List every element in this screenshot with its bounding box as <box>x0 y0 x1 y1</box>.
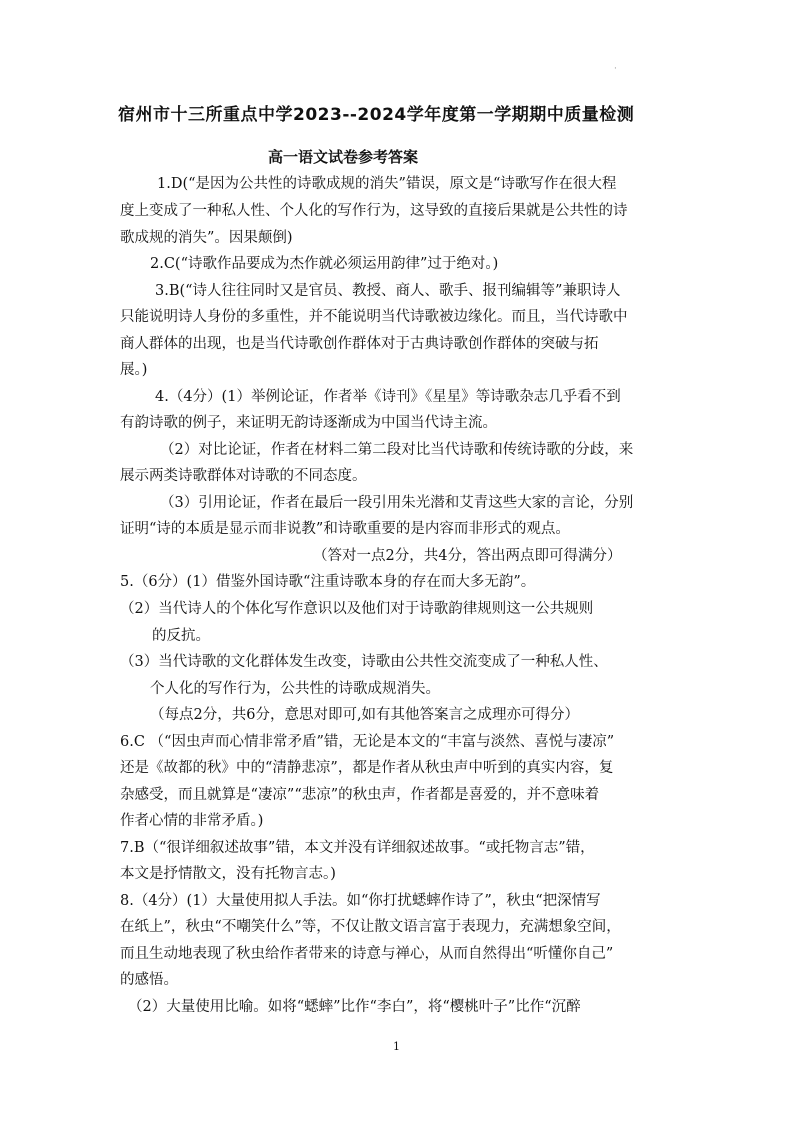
answer-line: 的感悟。 <box>120 972 178 988</box>
answer-line: （答对一点2分，共4分，答出两点即可得满分） <box>313 548 622 564</box>
answer-line: 4.（4分）(1）举例论证，作者举《诗刊》《星星》等诗歌杂志几乎看不到 <box>155 389 621 405</box>
answer-line: 本文是抒情散文，没有托物言志。) <box>120 866 336 882</box>
answer-line: 商人群体的出现，也是当代诗歌创作群体对于古典诗歌创作群体的突破与拓 <box>120 336 599 352</box>
answer-line: 度上变成了一种私人性、个人化的写作行为，这导致的直接后果就是公共性的诗 <box>120 203 628 219</box>
answer-line: 还是《故都的秋》中的“清静悲凉”，都是作者从秋虫声中听到的真实内容，复 <box>120 760 614 776</box>
answer-line: 7.B（“很详细叙述故事”错，本文并没有详细叙述故事。“或托物言志”错， <box>120 840 595 856</box>
page-number: 1 <box>393 1040 400 1053</box>
answer-line: 的反抗。 <box>152 628 210 644</box>
answer-line: 3.B(“诗人往往同时又是官员、教授、商人、歌手、报刊编辑等”兼职诗人 <box>155 283 621 299</box>
answer-line: 证明“诗的本质是显示而非说教”和诗歌重要的是内容而非形式的观点。 <box>120 521 570 537</box>
answer-line: 展示两类诗歌群体对诗歌的不同态度。 <box>120 468 367 484</box>
answer-line: （2）对比论证，作者在材料二第二段对比当代诗歌和传统诗歌的分歧，来 <box>160 442 634 458</box>
answer-line: 杂感受，而且就算是“凄凉”“悲凉”的秋虫声，作者都是喜爱的，并不意味着 <box>120 787 600 803</box>
answer-line: 1.D(“是因为公共性的诗歌成规的消失”错误，原文是“诗歌写作在很大程 <box>157 176 617 192</box>
answer-line: 6.C （“因虫声而心情非常矛盾”错，无论是本文的“丰富与淡然、喜悦与凄凉” <box>120 734 615 750</box>
answer-line: 歌成规的消失”。因果颠倒) <box>120 230 293 246</box>
answer-line: 在纸上”，秋虫“不嘲笑什么”等，不仅让散文语言富于表现力，充满想象空间， <box>120 919 621 935</box>
answer-line: （2）大量使用比喻。如将“蟋蟀”比作“李白”，将“樱桃叶子”比作“沉醉 <box>128 999 581 1015</box>
answer-line: （3）当代诗歌的文化群体发生改变，诗歌由公共性交流变成了一种私人性、 <box>120 654 608 670</box>
answer-line: 8.（4分）(1）大量使用拟人手法。如“你打扰蟋蟀作诗了”，秋虫“把深情写 <box>120 893 601 909</box>
answer-line: 只能说明诗人身份的多重性，并不能说明当代诗歌被边缘化。而且，当代诗歌中 <box>120 309 628 325</box>
answer-line: （3）引用论证，作者在最后一段引用朱光潜和艾青这些大家的言论，分别 <box>160 495 634 511</box>
answer-line: 个人化的写作行为，公共性的诗歌成规消失。 <box>150 681 440 697</box>
answer-line: 展。) <box>120 362 148 378</box>
answer-line: 5.（6分）(1）借鉴外国诗歌“注重诗歌本身的存在而大多无韵”。 <box>120 574 536 590</box>
document-title: 宿州市十三所重点中学2023--2024学年度第一学期期中质量检测 <box>118 105 635 125</box>
answer-line: （2）当代诗人的个体化写作意识以及他们对于诗歌韵律规则这一公共规则 <box>120 601 594 617</box>
answer-line: 作者心情的非常矛盾。) <box>120 813 264 829</box>
answer-line: 2.C(“诗歌作品要成为杰作就必须运用韵律”过于绝对。) <box>150 256 499 272</box>
document-subtitle: 高一语文试卷参考答案 <box>268 148 419 166</box>
scan-mark: · <box>614 64 617 74</box>
answer-line: （每点2分，共6分，意思对即可,如有其他答案言之成理亦可得分） <box>150 707 580 723</box>
answer-line: 有韵诗歌的例子，来证明无韵诗逐渐成为中国当代诗主流。 <box>120 415 497 431</box>
answer-line: 而且生动地表现了秋虫给作者带来的诗意与禅心，从而自然得出“听懂你自己” <box>120 946 614 962</box>
